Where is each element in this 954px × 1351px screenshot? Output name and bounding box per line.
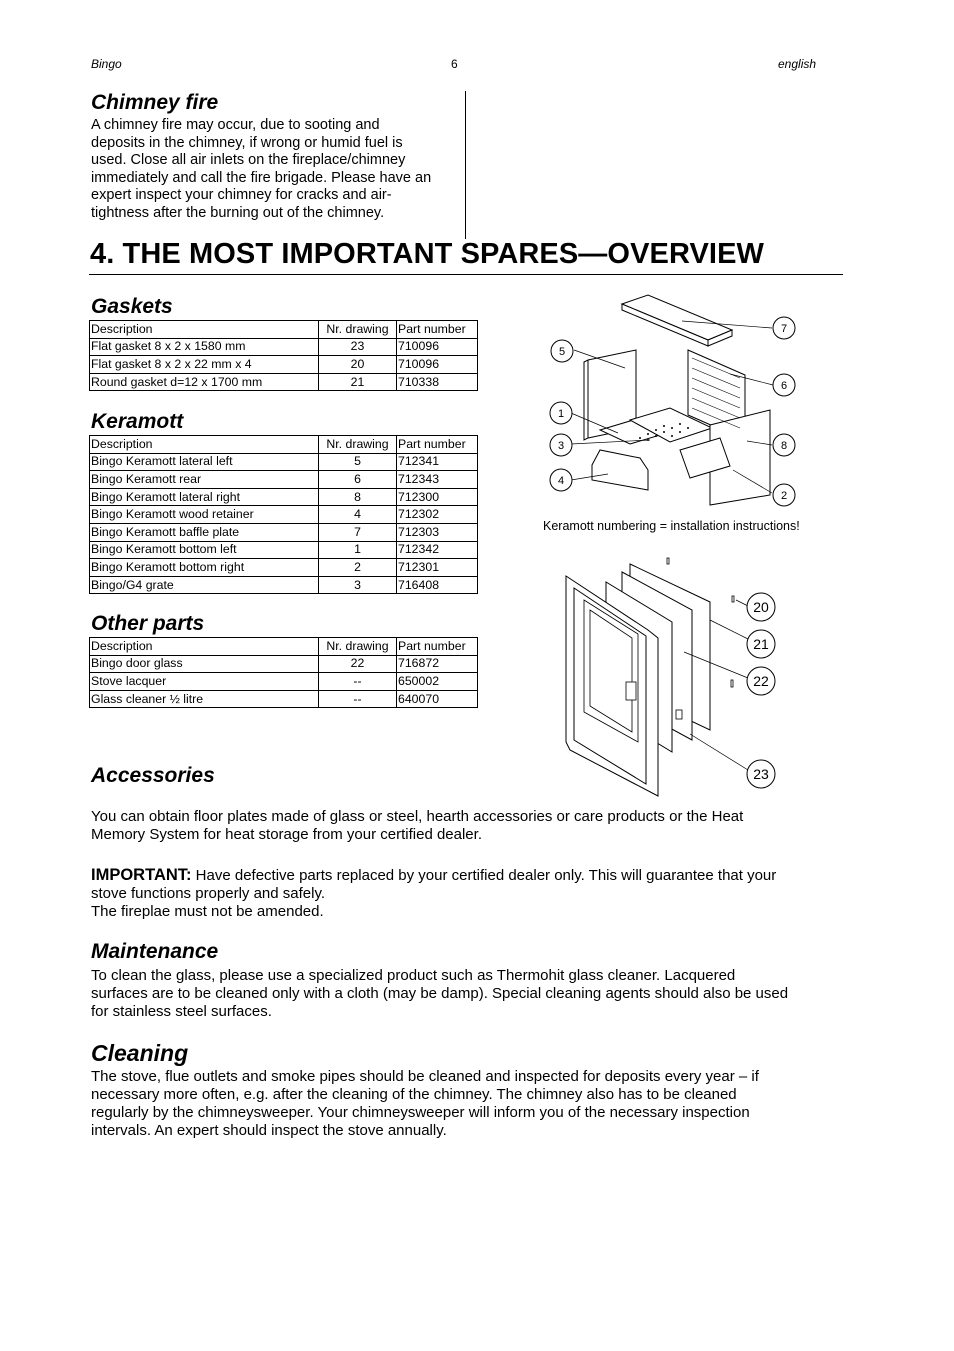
important-label: IMPORTANT: — [91, 866, 192, 884]
callout-5: 5 — [558, 346, 566, 358]
page-number: 6 — [451, 57, 458, 71]
table-header-row: Description Nr. drawing Part number — [90, 321, 478, 339]
keramott-table — [89, 435, 478, 594]
accessories-text: You can obtain floor plates made of glass or steel, hearth accessories or care products or the Heat Memory System for heat storage from your certified dealer. — [91, 808, 744, 843]
table-row: Bingo Keramott bottom right 2 712301 — [90, 559, 478, 577]
diagram-caption: Keramott numbering = installation instructions! — [543, 519, 800, 533]
callout-6: 6 — [780, 380, 788, 392]
gaskets-title: Gaskets — [91, 295, 173, 318]
callout-8: 8 — [780, 440, 788, 452]
other-parts-title: Other parts — [91, 612, 205, 635]
table-row: Bingo door glass 22 716872 — [90, 655, 478, 673]
table-row: Round gasket d=12 x 1700 mm 21 710338 — [90, 373, 478, 391]
table-row: Glass cleaner ½ litre -- 640070 — [90, 690, 478, 708]
maintenance-text: To clean the glass, please use a specialized product such as Thermohit glass cleaner. Lacquered surfaces are to be cleaned only with a cloth (may be damp). Special cleaning agents should also be used for stainless steel surfaces. — [91, 967, 789, 1020]
callout-4: 4 — [557, 475, 565, 487]
header-right: english — [778, 57, 817, 71]
table-row: Bingo Keramott rear 6 712343 — [90, 471, 478, 489]
callout-7: 7 — [780, 323, 788, 335]
callout-3: 3 — [557, 440, 565, 452]
cleaning-text: The stove, flue outlets and smoke pipes should be cleaned and inspected for deposits every year – if necessary more often, e.g. after the cleaning of the chimney. The chimney also has to be cleaned regularly by the chimneysweeper. Your chimneysweeper will inform you of the necessary inspection intervals. An expert should inspect the stove annually. — [91, 1068, 759, 1139]
callout-2: 2 — [780, 490, 788, 502]
keramott-title: Keramott — [91, 410, 184, 433]
callout-23: 23 — [753, 766, 769, 782]
cleaning-title: Cleaning — [91, 1040, 189, 1066]
table-row: Bingo/G4 grate 3 716408 — [90, 576, 478, 594]
accessories-title: Accessories — [91, 764, 215, 787]
callout-1: 1 — [557, 408, 565, 420]
header-left: Bingo — [91, 57, 122, 71]
chimney-fire-title: Chimney fire — [91, 91, 219, 114]
table-row: Flat gasket 8 x 2 x 1580 mm 23 710096 — [90, 338, 478, 356]
table-row: Bingo Keramott baffle plate 7 712303 — [90, 523, 478, 541]
table-header-row: Description Nr. drawing Part number — [90, 638, 478, 656]
gaskets-table — [89, 320, 478, 391]
callout-22: 22 — [753, 673, 769, 689]
table-row: Bingo Keramott wood retainer 4 712302 — [90, 506, 478, 524]
title-rule — [89, 274, 843, 275]
other-parts-table — [89, 637, 478, 708]
section-title: 4. THE MOST IMPORTANT SPARES—OVERVIEW — [90, 238, 764, 270]
maintenance-title: Maintenance — [91, 940, 219, 963]
keramott-exploded-diagram — [540, 290, 840, 515]
table-header-row: Description Nr. drawing Part number — [90, 436, 478, 454]
table-row: Stove lacquer -- 650002 — [90, 673, 478, 691]
column-divider — [465, 91, 466, 239]
callout-21: 21 — [753, 636, 769, 652]
important-text: IMPORTANT: Have defective parts replaced by your certified dealer only. This will guarantee that your stove functions properly and safely. The fireplae must not be amended. — [91, 866, 777, 920]
table-row: Bingo Keramott lateral left 5 712341 — [90, 453, 478, 471]
table-row: Bingo Keramott bottom left 1 712342 — [90, 541, 478, 559]
callout-20: 20 — [753, 599, 769, 615]
chimney-fire-text: A chimney fire may occur, due to sooting and deposits in the chimney, if wrong or humid fuel is used. Close all air inlets on the fireplace/chimney immediately and call the fire brigade. Please have an expert inspect your chimney for cracks and air- tightness after the burning out of the chimney. — [91, 117, 432, 221]
door-exploded-diagram — [560, 552, 790, 800]
table-row: Flat gasket 8 x 2 x 22 mm x 4 20 710096 — [90, 356, 478, 374]
table-row: Bingo Keramott lateral right 8 712300 — [90, 488, 478, 506]
